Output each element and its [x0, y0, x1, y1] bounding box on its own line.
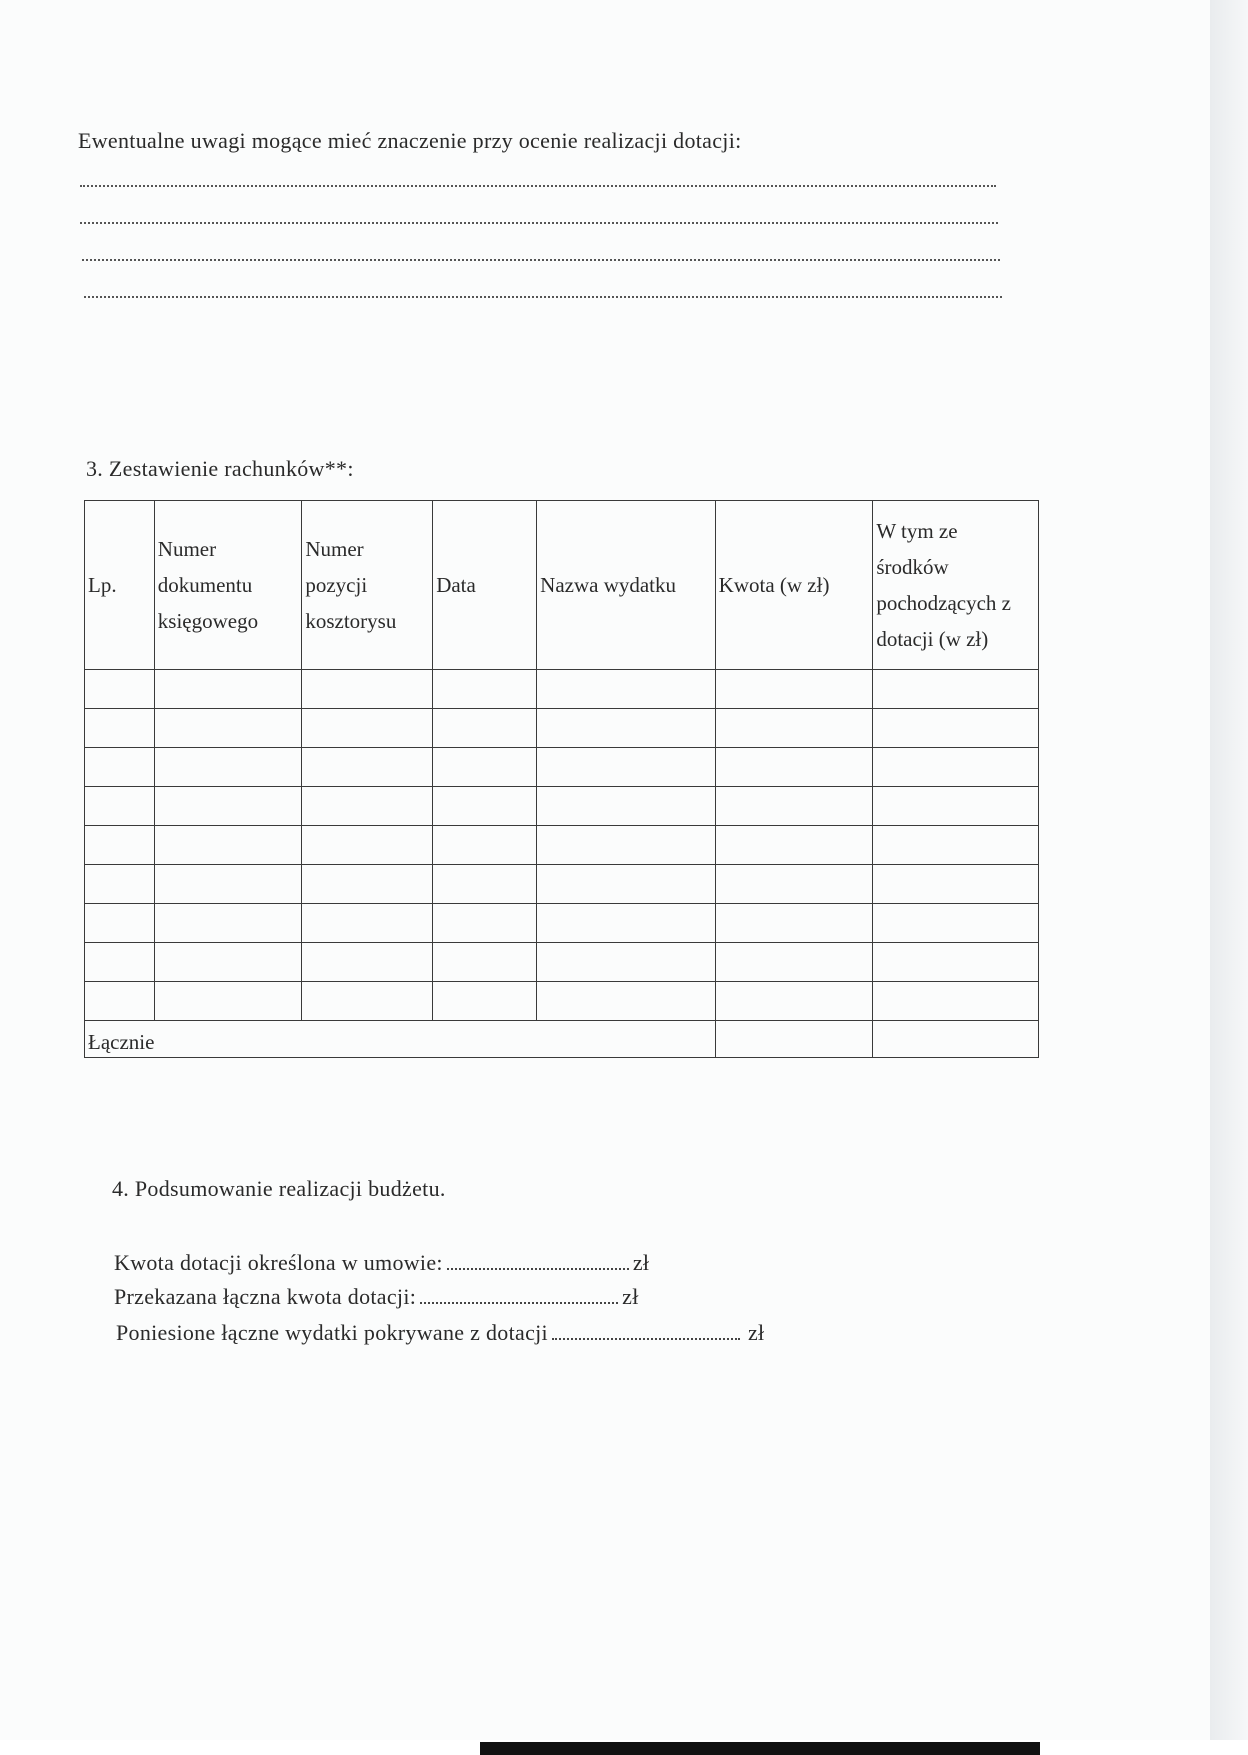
- table-row: [85, 904, 1039, 943]
- table-cell[interactable]: [154, 943, 302, 982]
- table-row: [85, 670, 1039, 709]
- table-cell[interactable]: [715, 748, 873, 787]
- table-cell[interactable]: [873, 943, 1039, 982]
- table-cell[interactable]: [715, 670, 873, 709]
- table-cell[interactable]: [715, 943, 873, 982]
- header-amount: Kwota (w zł): [715, 501, 873, 670]
- table-cell[interactable]: [154, 670, 302, 709]
- scan-page-edge: [1210, 0, 1248, 1755]
- table-cell[interactable]: [873, 865, 1039, 904]
- remarks-line-1[interactable]: [80, 185, 996, 187]
- table-cell[interactable]: [537, 748, 716, 787]
- table-cell[interactable]: [154, 709, 302, 748]
- table-cell[interactable]: [873, 787, 1039, 826]
- table-cell[interactable]: [433, 748, 537, 787]
- table-cell[interactable]: [154, 826, 302, 865]
- table-cell[interactable]: [154, 904, 302, 943]
- table-cell[interactable]: [302, 787, 433, 826]
- table-cell[interactable]: [715, 787, 873, 826]
- remarks-line-3[interactable]: [82, 259, 1000, 261]
- table-cell[interactable]: [154, 787, 302, 826]
- summary-value-field[interactable]: [420, 1288, 618, 1304]
- table-cell[interactable]: [537, 787, 716, 826]
- summary-value-field[interactable]: [552, 1324, 740, 1340]
- header-document-number: Numer dokumentu księgowego: [154, 501, 302, 670]
- table-cell[interactable]: [715, 865, 873, 904]
- table-cell[interactable]: [873, 982, 1039, 1021]
- header-grant-amount: W tym ze środków pochodzących z dotacji (w zł): [873, 501, 1039, 670]
- table-cell[interactable]: [85, 982, 155, 1021]
- scan-dark-strip: [480, 1742, 1040, 1755]
- header-expense-name: Nazwa wydatku: [537, 501, 716, 670]
- table-cell[interactable]: [433, 670, 537, 709]
- receipts-table: [84, 500, 1039, 1058]
- table-cell[interactable]: [85, 787, 155, 826]
- table-total-row: [85, 1021, 1039, 1058]
- header-date: Data: [433, 501, 537, 670]
- header-cost-item-number: Numer pozycji kosztorysu: [302, 501, 433, 670]
- summary-line-total-expenses: [116, 1320, 764, 1346]
- table-cell[interactable]: [537, 826, 716, 865]
- table-row: [85, 982, 1039, 1021]
- table-header-row: [85, 501, 1039, 670]
- table-cell[interactable]: [433, 709, 537, 748]
- table-cell[interactable]: [873, 904, 1039, 943]
- remarks-line-2[interactable]: [80, 222, 998, 224]
- table-cell[interactable]: [302, 982, 433, 1021]
- total-label: Łącznie: [85, 1021, 716, 1058]
- table-cell[interactable]: [537, 709, 716, 748]
- table-cell[interactable]: [537, 982, 716, 1021]
- table-cell[interactable]: [873, 670, 1039, 709]
- remarks-heading: Ewentualne uwagi mogące mieć znaczenie przy ocenie realizacji dotacji:: [78, 128, 742, 153]
- table-cell[interactable]: [873, 709, 1039, 748]
- summary-label: Przekazana łączna kwota dotacji:: [114, 1284, 417, 1309]
- table-row: [85, 826, 1039, 865]
- table-row: [85, 943, 1039, 982]
- table-cell[interactable]: [302, 904, 433, 943]
- table-cell[interactable]: [433, 826, 537, 865]
- summary-unit: zł: [632, 1250, 650, 1275]
- table-cell[interactable]: [715, 982, 873, 1021]
- table-cell[interactable]: [537, 670, 716, 709]
- table-cell[interactable]: [302, 709, 433, 748]
- table-cell[interactable]: [85, 943, 155, 982]
- table-cell[interactable]: [433, 904, 537, 943]
- table-cell[interactable]: [85, 865, 155, 904]
- table-cell[interactable]: [433, 787, 537, 826]
- table-cell[interactable]: [302, 865, 433, 904]
- table-cell[interactable]: [302, 670, 433, 709]
- table-row: [85, 709, 1039, 748]
- table-cell[interactable]: [302, 748, 433, 787]
- table-cell[interactable]: [85, 904, 155, 943]
- section3-heading: 3. Zestawienie rachunków**:: [86, 456, 354, 481]
- table-cell[interactable]: [154, 748, 302, 787]
- section4-heading: 4. Podsumowanie realizacji budżetu.: [112, 1176, 446, 1201]
- summary-line-contract-grant: [114, 1250, 649, 1276]
- table-row: [85, 748, 1039, 787]
- total-amount-cell[interactable]: [715, 1021, 873, 1058]
- summary-value-field[interactable]: [447, 1254, 629, 1270]
- table-cell[interactable]: [302, 826, 433, 865]
- table-cell[interactable]: [85, 709, 155, 748]
- summary-label: Poniesione łączne wydatki pokrywane z dotacji: [116, 1320, 548, 1345]
- table-cell[interactable]: [302, 943, 433, 982]
- summary-unit: zł: [622, 1284, 639, 1309]
- table-cell[interactable]: [85, 748, 155, 787]
- table-row: [85, 865, 1039, 904]
- table-cell[interactable]: [537, 943, 716, 982]
- table-cell[interactable]: [873, 826, 1039, 865]
- summary-unit: zł: [747, 1320, 765, 1345]
- table-cell[interactable]: [537, 904, 716, 943]
- table-cell[interactable]: [154, 982, 302, 1021]
- table-row: [85, 787, 1039, 826]
- table-cell[interactable]: [715, 709, 873, 748]
- summary-line-transferred-grant: [114, 1284, 639, 1310]
- table-cell[interactable]: [85, 826, 155, 865]
- table-cell[interactable]: [433, 943, 537, 982]
- table-cell[interactable]: [715, 826, 873, 865]
- table-cell[interactable]: [873, 748, 1039, 787]
- total-grant-amount-cell[interactable]: [873, 1021, 1039, 1058]
- summary-label: Kwota dotacji określona w umowie:: [114, 1250, 443, 1275]
- table-cell[interactable]: [433, 865, 537, 904]
- table-cell[interactable]: [154, 865, 302, 904]
- table-cell[interactable]: [85, 670, 155, 709]
- table-cell[interactable]: [715, 904, 873, 943]
- header-lp: Lp.: [85, 501, 155, 670]
- table-cell[interactable]: [537, 865, 716, 904]
- table-cell[interactable]: [433, 982, 537, 1021]
- remarks-line-4[interactable]: [84, 296, 1002, 298]
